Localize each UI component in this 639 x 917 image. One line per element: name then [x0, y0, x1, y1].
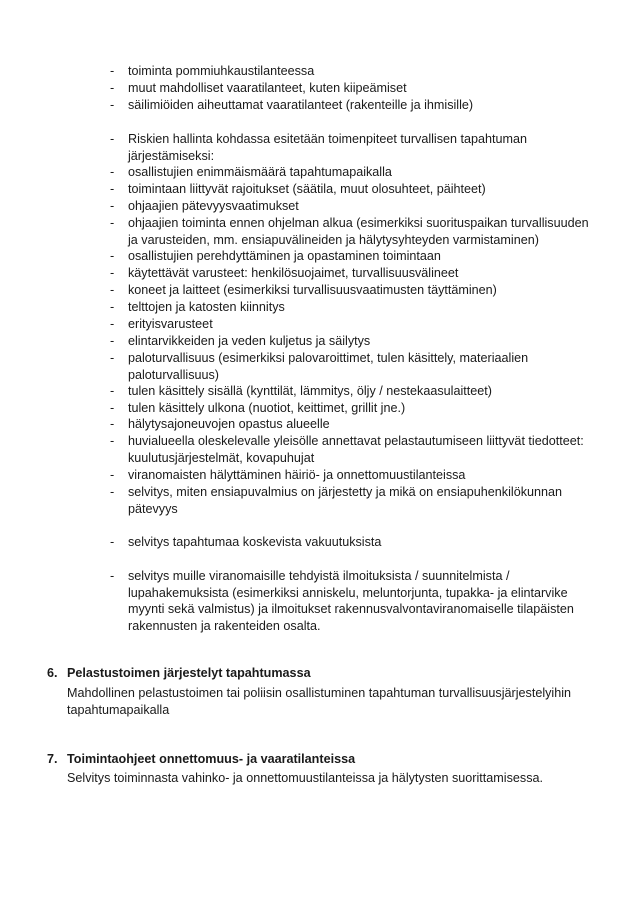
list-marker: -: [110, 434, 115, 448]
list-item-text: selvitys muille viranomaisille tehdyistä ilmoituksista / suunnitelmista / lupahakemuksista (esimerkiksi anniskelu, meluntorjunta, tupakka- ja elintarvike myynti sekä valmistus) ja ilmoitukset rakennusvalvontaviranomaiselle tilapäisten rakennusten ja rakenteiden osalta.: [128, 569, 574, 634]
section-body: Mahdollinen pelastustoimen tai poliisin osallistuminen tapahtuman turvallisuusjärjestelyihin tapahtumapaikalla: [67, 686, 572, 717]
list-item-text: ohjaajien pätevyysvaatimukset: [128, 199, 299, 213]
list-item: [110, 484, 590, 517]
list-item-text: elintarvikkeiden ja veden kuljetus ja säilytys: [128, 334, 371, 348]
list-item-text: telttojen ja katosten kiinnitys: [128, 300, 285, 314]
list-item-text: osallistujien perehdyttäminen ja opastaminen toimintaan: [128, 249, 441, 263]
list-item-text: ohjaajien toiminta ennen ohjelman alkua (esimerkiksi suorituspaikan turvallisuuden ja varusteiden, mm. ensiapuvälineiden ja hälytysyhteyden varmistaminen): [128, 216, 589, 247]
list-marker: -: [110, 81, 115, 95]
list-item: [110, 282, 590, 299]
list-marker: -: [110, 199, 115, 213]
section-body: Selvitys toiminnasta vahinko- ja onnettomuustilanteissa ja hälytysten suorittamisessa.: [67, 771, 543, 785]
list-item: [110, 80, 590, 97]
list-item-text: käytettävät varusteet: henkilösuojaimet, turvallisuusvälineet: [128, 266, 459, 280]
list-item-text: erityisvarusteet: [128, 317, 213, 331]
list-item: [110, 131, 590, 164]
section-title: Pelastustoimen järjestelyt tapahtumassa: [67, 666, 311, 680]
list-item-text: selvitys, miten ensiapuvalmius on järjestetty ja mikä on ensiapuhenkilökunnan pätevyys: [128, 485, 563, 516]
list-item: [110, 181, 590, 198]
list-item-text: säilimiöiden aiheuttamat vaaratilanteet (rakenteille ja ihmisille): [128, 98, 474, 112]
list-item: [110, 350, 590, 383]
list-item: [110, 534, 590, 551]
list-item-text: selvitys tapahtumaa koskevista vakuutuksista: [128, 535, 382, 549]
list-item-text: huvialueella oleskelevalle yleisölle annettavat pelastautumiseen liittyvät tiedotteet: kuulutusjärjestelmät, kovapuhujat: [128, 434, 584, 465]
list-item-text: viranomaisten hälyttäminen häiriö- ja onnettomuustilanteissa: [128, 468, 466, 482]
list-item: [110, 265, 590, 282]
list-item: [110, 467, 590, 484]
list-marker: -: [110, 266, 115, 280]
list-marker: -: [110, 216, 115, 230]
list-marker: -: [110, 64, 115, 78]
list-marker: -: [110, 535, 115, 549]
list-marker: -: [110, 417, 115, 431]
list-marker: -: [110, 384, 115, 398]
list-item: [110, 63, 590, 80]
list-item: [110, 299, 590, 316]
section-number: 7.: [47, 752, 58, 766]
list-item: [110, 383, 590, 400]
list-item: [110, 198, 590, 215]
list-item-text: toimintaan liittyvät rajoitukset (säätila, muut olosuhteet, päihteet): [128, 182, 486, 196]
list-marker: -: [110, 351, 115, 365]
list-item: [110, 97, 590, 114]
list-item-text: hälytysajoneuvojen opastus alueelle: [128, 417, 330, 431]
list-item-text: koneet ja laitteet (esimerkiksi turvallisuusvaatimusten täyttäminen): [128, 283, 497, 297]
list-item-text: osallistujien enimmäismäärä tapahtumapaikalla: [128, 165, 392, 179]
list-item-text: Riskien hallinta kohdassa esitetään toimenpiteet turvallisen tapahtuman järjestämiseksi:: [128, 132, 528, 163]
list-item-text: muut mahdolliset vaaratilanteet, kuten kiipeämiset: [128, 81, 407, 95]
list-item: [110, 400, 590, 417]
list-marker: -: [110, 569, 115, 583]
list-marker: -: [110, 485, 115, 499]
section-title: Toimintaohjeet onnettomuus- ja vaaratilanteissa: [67, 752, 356, 766]
list-marker: -: [110, 300, 115, 314]
section-number: 6.: [47, 666, 58, 680]
list-item: [110, 333, 590, 350]
list-item: [110, 215, 590, 248]
list-item-text: toiminta pommiuhkaustilanteessa: [128, 64, 315, 78]
list-marker: -: [110, 283, 115, 297]
list-marker: -: [110, 165, 115, 179]
list-item: [110, 164, 590, 181]
list-item: [110, 433, 590, 466]
list-marker: -: [110, 182, 115, 196]
list-item: [110, 568, 590, 635]
list-marker: -: [110, 132, 115, 146]
list-marker: -: [110, 98, 115, 112]
list-marker: -: [110, 334, 115, 348]
list-item: [110, 316, 590, 333]
list-item: [110, 248, 590, 265]
list-item-text: tulen käsittely sisällä (kynttilät, lämmitys, öljy / nestekaasulaitteet): [128, 384, 492, 398]
list-item-text: paloturvallisuus (esimerkiksi palovaroittimet, tulen käsittely, materiaalien paloturvallisuus): [128, 351, 529, 382]
list-marker: -: [110, 249, 115, 263]
list-marker: -: [110, 401, 115, 415]
list-item: [110, 416, 590, 433]
list-marker: -: [110, 317, 115, 331]
list-item-text: tulen käsittely ulkona (nuotiot, keittimet, grillit jne.): [128, 401, 406, 415]
list-marker: -: [110, 468, 115, 482]
